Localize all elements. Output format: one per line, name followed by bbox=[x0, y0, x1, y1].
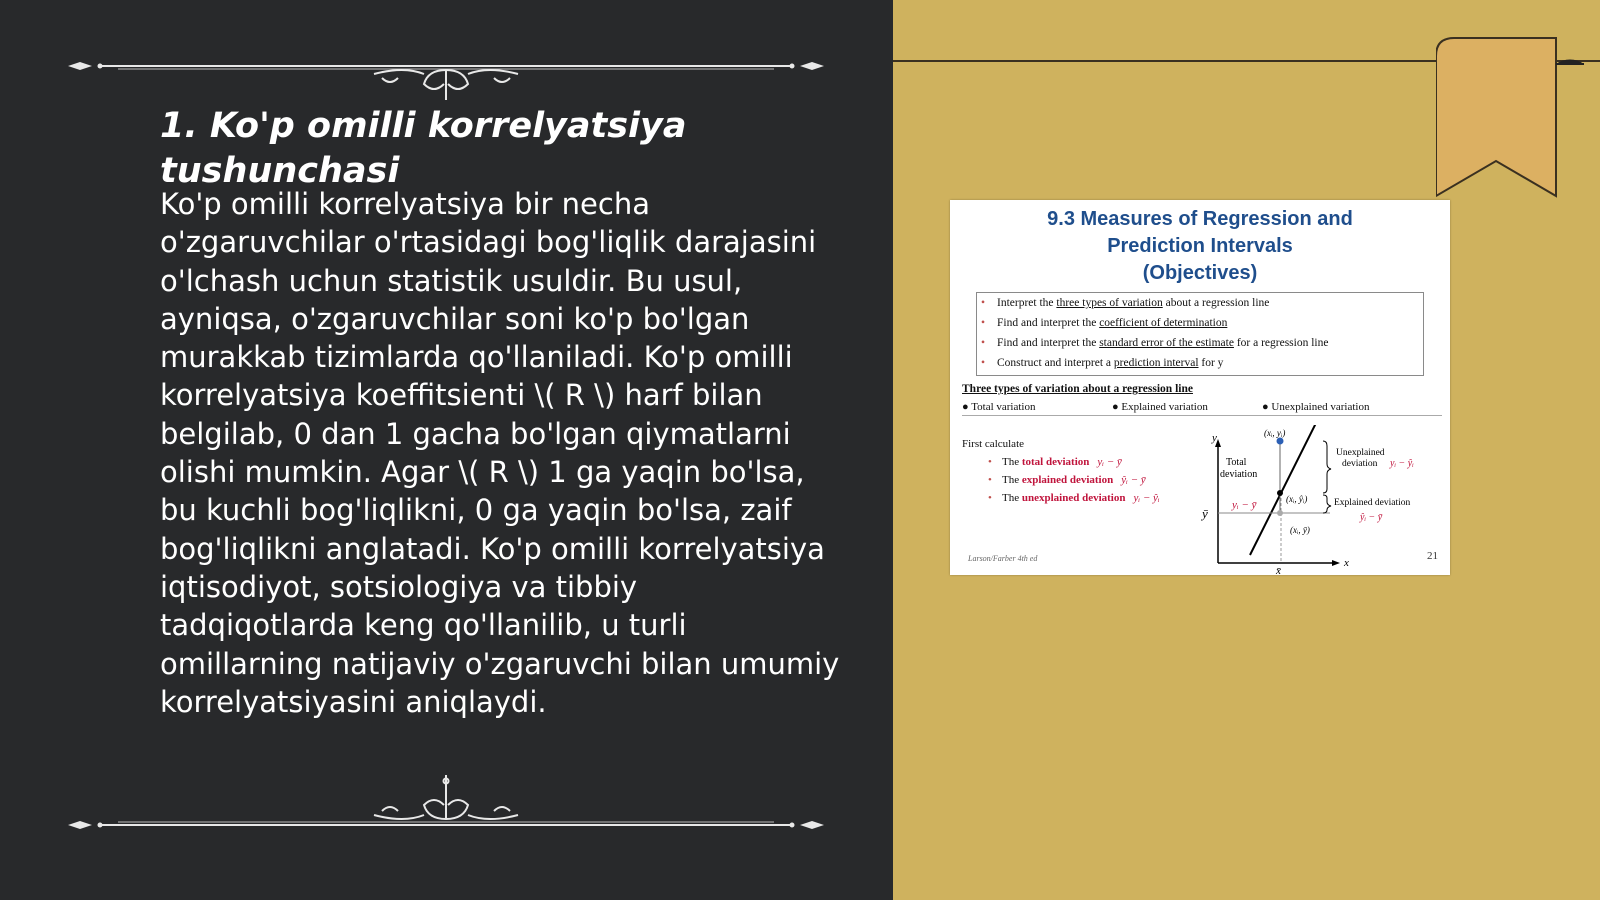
slide-footer: Larson/Farber 4th ed bbox=[968, 554, 1038, 563]
embedded-slide-title: 9.3 Measures of Regression and Prediction Intervals (Objectives) bbox=[1047, 208, 1353, 284]
total-deviation-formula: yᵢ − ȳ bbox=[1232, 499, 1257, 511]
explained-brace bbox=[1323, 495, 1331, 513]
explained-label: Explained deviation bbox=[1334, 498, 1411, 508]
objective-item: • Interpret the three types of variation about a regression line bbox=[981, 297, 1270, 309]
objective-item: • Construct and interpret a prediction interval for y bbox=[981, 357, 1224, 369]
embedded-slide-image bbox=[950, 200, 1450, 575]
ornament-divider-bottom bbox=[68, 775, 824, 835]
data-point bbox=[1277, 438, 1284, 445]
y-bar-label: ȳ bbox=[1202, 506, 1208, 521]
deviation-item: • The explained deviation ŷᵢ − ȳ bbox=[988, 474, 1146, 486]
y-axis-label: y bbox=[1212, 432, 1217, 444]
total-deviation-label-1: Total bbox=[1226, 457, 1247, 468]
objective-item: • Find and interpret the standard error of the estimate for a regression line bbox=[981, 337, 1329, 349]
unexplained-label-2: deviation bbox=[1342, 459, 1378, 469]
x-bar-label: x̄ bbox=[1276, 565, 1281, 575]
point-bottom-label: (xᵢ, ȳ) bbox=[1290, 525, 1310, 535]
point-top-label: (xᵢ, yᵢ) bbox=[1264, 428, 1286, 438]
x-axis-label: x bbox=[1344, 557, 1349, 569]
unexplained-formula: yᵢ − ŷᵢ bbox=[1390, 458, 1414, 469]
total-deviation-label-2: deviation bbox=[1220, 469, 1258, 480]
deviation-item: • The total deviation yᵢ − ȳ bbox=[988, 456, 1122, 468]
ornament-divider-top bbox=[68, 40, 824, 100]
slide-title: 1. Ko'p omilli korrelyatsiya tushunchasi bbox=[160, 106, 687, 191]
bookmark-ribbon-icon bbox=[1436, 36, 1586, 201]
regression-deviation-diagram bbox=[1190, 425, 1450, 575]
mean-point bbox=[1277, 510, 1283, 516]
slide-divider bbox=[962, 415, 1442, 416]
objectives-box bbox=[976, 292, 1424, 376]
deviation-item: • The unexplained deviation yᵢ − ŷᵢ bbox=[988, 492, 1160, 504]
variation-total: ● Total variation bbox=[962, 401, 1036, 413]
unexplained-brace bbox=[1323, 441, 1331, 493]
regression-line bbox=[1250, 425, 1318, 555]
first-calculate-label: First calculate bbox=[962, 438, 1025, 450]
explained-formula: ŷᵢ − ȳ bbox=[1360, 512, 1383, 523]
objective-item: • Find and interpret the coefficient of determination bbox=[981, 317, 1228, 329]
three-types-heading: Three types of variation about a regression line bbox=[962, 383, 1193, 395]
predicted-point bbox=[1277, 490, 1283, 496]
slide-page-number: 21 bbox=[1427, 550, 1438, 562]
variation-unexplained: ● Unexplained variation bbox=[1262, 401, 1370, 413]
unexplained-label-1: Unexplained bbox=[1336, 448, 1385, 458]
slide-body-text: Ko'p omilli korrelyatsiya bir necha o'zgaruvchilar o'rtasidagi bog'liqlik darajasini o'lchash uchun statistik usuldir. Bu usul, ayniqsa, o'zgaruvchilar soni ko'p bo'lgan murakkab tizimlarda qo'llaniladi. Ko'p omilli korrelyatsiya koeffitsienti \( R \) harf bilan belgilab, 0 dan 1 gacha bo'lgan qiymatlarni olishi mumkin. Agar \( R \) 1 ga yaqin bo'lsa, bu kuchli bog'liqlikni, 0 ga yaqin bo'lsa, zaif bog'liqlikni anglatadi. Ko'p omilli korrelyatsiya iqtisodiyot, sotsiologiya va tibbiy tadqiqotlarda keng qo'llanilib, u turli omillarning natijaviy o'zgaruvchi bilan umumiy korrelyatsiyasini aniqlaydi. bbox=[160, 187, 840, 719]
point-mid-label: (xᵢ, ŷᵢ) bbox=[1286, 494, 1308, 504]
x-axis-arrow-icon bbox=[1332, 560, 1340, 566]
variation-explained: ● Explained variation bbox=[1112, 401, 1208, 413]
